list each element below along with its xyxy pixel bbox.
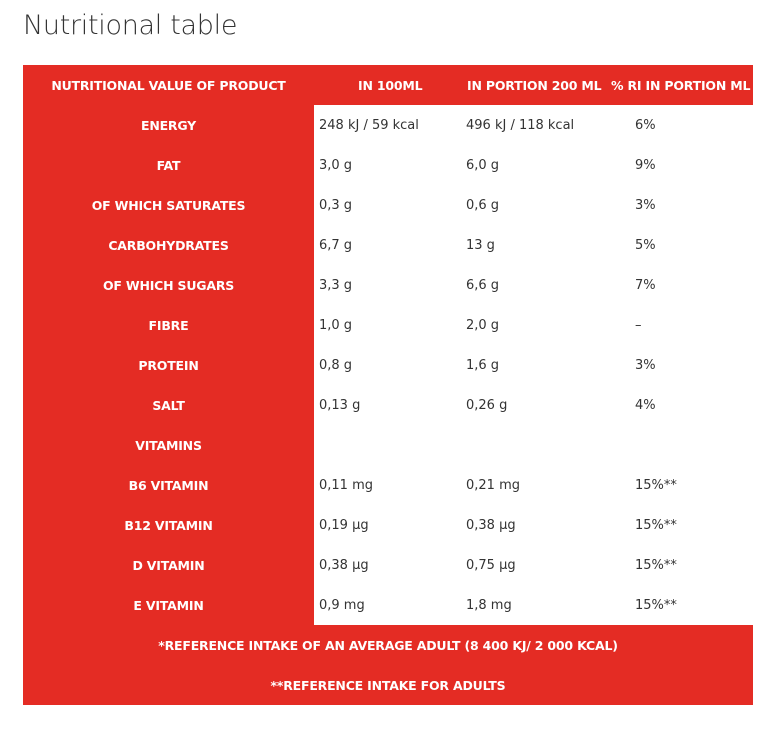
value-per-100ml: 0,9 mg [314,585,460,625]
value-per-100ml: 3,0 g [314,145,460,185]
table-row [23,105,753,145]
table-row [23,465,753,505]
value-per-portion: 6,6 g [460,265,606,305]
table-row [23,505,753,545]
value-per-portion: 496 kJ / 118 kcal [460,105,606,145]
header-in-portion: IN PORTION 200 ML [467,77,602,93]
value-per-100ml: 0,19 µg [314,505,460,545]
table-row [23,425,753,465]
value-per-portion: 0,38 µg [460,505,606,545]
nutrient-name: FIBRE [23,305,314,345]
footnote-reference-intake-average: *REFERENCE INTAKE OF AN AVERAGE ADULT (8 400 KJ/ 2 000 KCAL) [23,625,753,665]
value-ri: 4% [606,385,753,425]
value-per-portion: 6,0 g [460,145,606,185]
footnote-row [23,625,753,665]
header-ri-portion: % RI IN PORTION ML [611,77,751,93]
value-ri: 15%** [606,505,753,545]
value-ri: 3% [606,345,753,385]
nutrient-name: D VITAMIN [23,545,314,585]
nutritional-table [23,65,753,705]
value-ri: 15%** [606,545,753,585]
table-row [23,265,753,305]
value-ri: 9% [606,145,753,185]
table-row [23,585,753,625]
table-row [23,185,753,225]
page-title: Nutritional table [23,10,238,41]
nutrient-name: PROTEIN [23,345,314,385]
value-ri: 7% [606,265,753,305]
value-ri: 3% [606,185,753,225]
nutrient-name: CARBOHYDRATES [23,225,314,265]
footnote-row [23,665,753,705]
value-per-portion: 0,21 mg [460,465,606,505]
table-row [23,305,753,345]
table-row [23,225,753,265]
value-per-100ml: 0,8 g [314,345,460,385]
nutrient-name: ENERGY [23,105,314,145]
table-row [23,345,753,385]
nutrient-name: OF WHICH SATURATES [23,185,314,225]
value-per-100ml: 0,3 g [314,185,460,225]
value-per-portion: 13 g [460,225,606,265]
value-ri [606,425,753,465]
value-per-100ml: 0,11 mg [314,465,460,505]
nutrient-name: B12 VITAMIN [23,505,314,545]
value-per-100ml [314,425,460,465]
value-ri: 15%** [606,585,753,625]
value-per-portion: 1,6 g [460,345,606,385]
table-row [23,545,753,585]
value-per-portion: 0,26 g [460,385,606,425]
table-row [23,385,753,425]
nutrient-name: FAT [23,145,314,185]
value-ri: 15%** [606,465,753,505]
nutrient-name: SALT [23,385,314,425]
table-header-row [23,65,753,105]
value-per-100ml: 0,13 g [314,385,460,425]
nutrient-name: B6 VITAMIN [23,465,314,505]
value-per-portion: 1,8 mg [460,585,606,625]
header-nutritional-value: NUTRITIONAL VALUE OF PRODUCT [51,77,286,93]
value-ri: – [606,305,753,345]
value-per-100ml: 0,38 µg [314,545,460,585]
footnote-reference-intake-adults: **REFERENCE INTAKE FOR ADULTS [23,665,753,705]
value-per-100ml: 1,0 g [314,305,460,345]
value-per-100ml: 6,7 g [314,225,460,265]
value-ri: 5% [606,225,753,265]
header-in-100ml: IN 100ML [358,77,423,93]
value-per-portion: 2,0 g [460,305,606,345]
value-per-100ml: 248 kJ / 59 kcal [314,105,460,145]
value-per-portion: 0,6 g [460,185,606,225]
nutrient-name: E VITAMIN [23,585,314,625]
nutrient-name: OF WHICH SUGARS [23,265,314,305]
value-per-100ml: 3,3 g [314,265,460,305]
value-per-portion: 0,75 µg [460,545,606,585]
value-ri: 6% [606,105,753,145]
table-row [23,145,753,185]
value-per-portion [460,425,606,465]
nutrient-name: VITAMINS [23,425,314,465]
